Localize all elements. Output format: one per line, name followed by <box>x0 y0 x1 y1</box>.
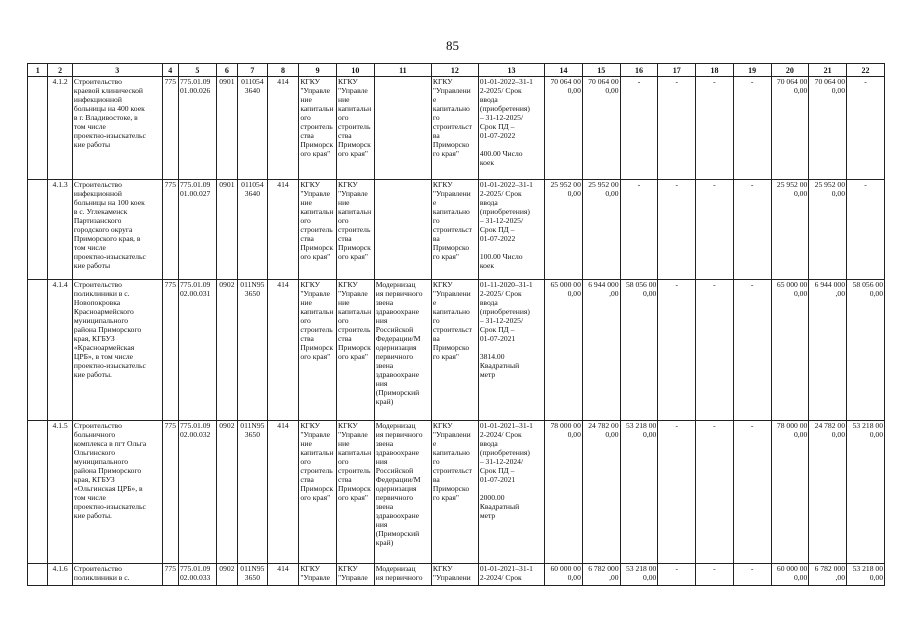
cell-amount: 78 000 00 0,00 <box>545 421 583 564</box>
header-row <box>28 64 885 77</box>
cell: 414 <box>267 77 299 180</box>
cell-amount: - <box>847 77 885 180</box>
table-row <box>28 77 885 180</box>
cell-amount: 58 056 00 0,00 <box>620 280 658 421</box>
cell-amount: - <box>620 180 658 280</box>
cell-amount: - <box>696 421 734 564</box>
cell: 414 <box>267 280 299 421</box>
cell-organization: КГКУ "Управлени <box>431 564 478 586</box>
col-header: 8 <box>267 64 299 77</box>
cell-project: Модернизац ия первичного <box>374 564 431 586</box>
table-row <box>28 180 885 280</box>
cell-amount: 25 952 00 0,00 <box>771 180 809 280</box>
cell-project: Модернизац ия первичного звена здравоохране ния Российской Федерации/М одернизация первичного звена здравоохране ния (Приморский край) <box>374 421 431 564</box>
cell-organization: КГКУ "Управле ние капитальн ого строитель ства Приморск ого края" <box>337 180 375 280</box>
table-row <box>28 280 885 421</box>
col-header: 15 <box>582 64 620 77</box>
col-header: 3 <box>72 64 162 77</box>
cell-amount: - <box>847 180 885 280</box>
cell-amount: 53 218 00 0,00 <box>620 421 658 564</box>
cell-item-number: 4.1.5 <box>48 421 72 564</box>
cell-dates: 01-01-2021–31-1 2-2024/ Срок ввода (приобретения) – 31-12-2024/ Срок ПД – 01-07-2021 2000.00 Квадратный метр <box>478 421 544 564</box>
cell: 0902 <box>216 280 237 421</box>
cell-amount: 60 000 00 0,00 <box>545 564 583 586</box>
cell-amount: 53 218 00 0,00 <box>620 564 658 586</box>
table-row <box>28 564 885 586</box>
cell-amount: 58 056 00 0,00 <box>847 280 885 421</box>
cell: 011054 3640 <box>238 77 268 180</box>
cell-amount: - <box>658 180 696 280</box>
cell: 414 <box>267 180 299 280</box>
cell: 775 <box>162 564 178 586</box>
col-header: 19 <box>733 64 771 77</box>
cell-amount: - <box>658 280 696 421</box>
col-header: 13 <box>478 64 544 77</box>
col-header: 16 <box>620 64 658 77</box>
cell-amount: 6 782 000 ,00 <box>809 564 847 586</box>
cell-amount: 24 782 00 0,00 <box>809 421 847 564</box>
col-header: 9 <box>299 64 337 77</box>
cell <box>28 77 48 180</box>
col-header: 4 <box>162 64 178 77</box>
cell-amount: - <box>658 421 696 564</box>
cell-organization: КГКУ "Управле ние капитальн ого строитель ства Приморск ого края" <box>337 77 375 180</box>
cell-amount: 6 944 000 ,00 <box>809 280 847 421</box>
cell-organization: КГКУ "Управле <box>299 564 337 586</box>
cell: 775 <box>162 421 178 564</box>
cell-amount: - <box>696 280 734 421</box>
cell-amount: 6 782 000 ,00 <box>582 564 620 586</box>
cell-item-number: 4.1.2 <box>48 77 72 180</box>
cell-amount: - <box>696 180 734 280</box>
cell-amount: 70 064 00 0,00 <box>809 77 847 180</box>
program-table <box>27 63 885 586</box>
cell <box>28 180 48 280</box>
cell-organization: КГКУ "Управлени е капитально го строительст ва Приморско го края" <box>431 180 478 280</box>
cell: 414 <box>267 564 299 586</box>
cell-organization: КГКУ "Управле <box>337 564 375 586</box>
cell-amount: 65 000 00 0,00 <box>771 280 809 421</box>
col-header: 7 <box>238 64 268 77</box>
cell-organization: КГКУ "Управле ние капитальн ого строитель ства Приморск ого края" <box>299 280 337 421</box>
col-header: 10 <box>337 64 375 77</box>
cell-organization: КГКУ "Управле ние капитальн ого строитель ства Приморск ого края" <box>299 180 337 280</box>
cell <box>28 421 48 564</box>
cell-code: 775.01.09 01.00.027 <box>178 180 216 280</box>
cell-organization: КГКУ "Управле ние капитальн ого строитель ства Приморск ого края" <box>337 280 375 421</box>
table-row <box>28 421 885 564</box>
cell: 011054 3640 <box>238 180 268 280</box>
cell: 011N95 3650 <box>238 564 268 586</box>
cell-amount: 70 064 00 0,00 <box>582 77 620 180</box>
cell-item-number: 4.1.4 <box>48 280 72 421</box>
cell-code: 775.01.09 02.00.031 <box>178 280 216 421</box>
cell: 0902 <box>216 564 237 586</box>
cell-amount: - <box>733 180 771 280</box>
col-header: 21 <box>809 64 847 77</box>
cell-project <box>374 77 431 180</box>
cell-amount: 70 064 00 0,00 <box>545 77 583 180</box>
cell-object-name: Строительство поликлиники в с. Новопокровка Красноармейского муниципального района Приморского края, КГБУЗ «Красноармейская ЦРБ», в том числе проектно-изыскательс кие работы. <box>72 280 162 421</box>
cell-organization: КГКУ "Управлени е капитально го строительст ва Приморско го края" <box>431 77 478 180</box>
cell-item-number: 4.1.6 <box>48 564 72 586</box>
cell-amount: - <box>696 77 734 180</box>
col-header: 17 <box>658 64 696 77</box>
table-header <box>28 64 885 77</box>
cell: 0901 <box>216 77 237 180</box>
cell-dates: 01-01-2022–31-1 2-2025/ Срок ввода (приобретения) – 31-12-2025/ Срок ПД – 01-07-2022 400.00 Число коек <box>478 77 544 180</box>
col-header: 1 <box>28 64 48 77</box>
cell-amount: 53 218 00 0,00 <box>847 421 885 564</box>
col-header: 2 <box>48 64 72 77</box>
cell-project: Модернизац ия первичного звена здравоохране ния Российской Федерации/М одернизация первичного звена здравоохране ния (Приморский край) <box>374 280 431 421</box>
cell-amount: 70 064 00 0,00 <box>771 77 809 180</box>
col-header: 14 <box>545 64 583 77</box>
cell-object-name: Строительство инфекционной больницы на 100 коек в с. Углекаменск Партизанского городского округа Приморского края, в том числе проектно-изыскательс кие работы <box>72 180 162 280</box>
cell-object-name: Строительство краевой клинической инфекционной больницы на 400 коек в г. Владивостоке, в том числе проектно-изыскательс кие работы <box>72 77 162 180</box>
cell-organization: КГКУ "Управле ние капитальн ого строитель ства Приморск ого края" <box>299 77 337 180</box>
cell-amount: 65 000 00 0,00 <box>545 280 583 421</box>
cell-amount: - <box>658 77 696 180</box>
col-header: 11 <box>374 64 431 77</box>
cell-amount: - <box>620 77 658 180</box>
cell-dates: 01-01-2021–31-1 2-2024/ Срок <box>478 564 544 586</box>
cell-amount: 25 952 00 0,00 <box>809 180 847 280</box>
cell <box>28 280 48 421</box>
cell-amount: 25 952 00 0,00 <box>582 180 620 280</box>
cell-code: 775.01.09 02.00.033 <box>178 564 216 586</box>
cell-code: 775.01.09 02.00.032 <box>178 421 216 564</box>
cell-amount: 78 000 00 0,00 <box>771 421 809 564</box>
cell-amount: 6 944 000 ,00 <box>582 280 620 421</box>
cell-amount: 25 952 00 0,00 <box>545 180 583 280</box>
col-header: 5 <box>178 64 216 77</box>
cell-amount: 60 000 00 0,00 <box>771 564 809 586</box>
cell: 011N95 3650 <box>238 280 268 421</box>
cell-dates: 01-11-2020–31-1 2-2025/ Срок ввода (приобретения) – 31-12-2025/ Срок ПД – 01-07-2021 3814.00 Квадратный метр <box>478 280 544 421</box>
col-header: 12 <box>431 64 478 77</box>
cell-organization: КГКУ "Управле ние капитальн ого строитель ства Приморск ого края" <box>337 421 375 564</box>
cell: 414 <box>267 421 299 564</box>
cell-amount: - <box>733 280 771 421</box>
cell: 775 <box>162 180 178 280</box>
cell-organization: КГКУ "Управлени е капитально го строительст ва Приморско го края" <box>431 421 478 564</box>
page-number: 85 <box>446 38 459 53</box>
cell: 775 <box>162 77 178 180</box>
table-body <box>28 77 885 586</box>
cell-amount: - <box>696 564 734 586</box>
cell: 775 <box>162 280 178 421</box>
cell-organization: КГКУ "Управлени е капитально го строительст ва Приморско го края" <box>431 280 478 421</box>
cell <box>28 564 48 586</box>
cell-amount: - <box>658 564 696 586</box>
cell-amount: - <box>733 77 771 180</box>
col-header: 22 <box>847 64 885 77</box>
col-header: 6 <box>216 64 237 77</box>
col-header: 20 <box>771 64 809 77</box>
cell-amount: 53 218 00 0,00 <box>847 564 885 586</box>
cell: 011N95 3650 <box>238 421 268 564</box>
cell-object-name: Строительство поликлиники в с. <box>72 564 162 586</box>
cell-dates: 01-01-2022–31-1 2-2025/ Срок ввода (приобретения) – 31-12-2025/ Срок ПД – 01-07-2022 100.00 Число коек <box>478 180 544 280</box>
col-header: 18 <box>696 64 734 77</box>
cell-project <box>374 180 431 280</box>
cell-object-name: Строительство больничного комплекса в пгт Ольга Ольгинского муниципального района Приморского края, КГБУЗ «Ольгинская ЦРБ», в том числе проектно-изыскательс кие работы. <box>72 421 162 564</box>
cell: 0901 <box>216 180 237 280</box>
cell-code: 775.01.09 01.00.026 <box>178 77 216 180</box>
cell-item-number: 4.1.3 <box>48 180 72 280</box>
cell-amount: - <box>733 564 771 586</box>
cell-amount: - <box>733 421 771 564</box>
cell: 0902 <box>216 421 237 564</box>
cell-amount: 24 782 00 0,00 <box>582 421 620 564</box>
cell-organization: КГКУ "Управле ние капитальн ого строитель ства Приморск ого края" <box>299 421 337 564</box>
